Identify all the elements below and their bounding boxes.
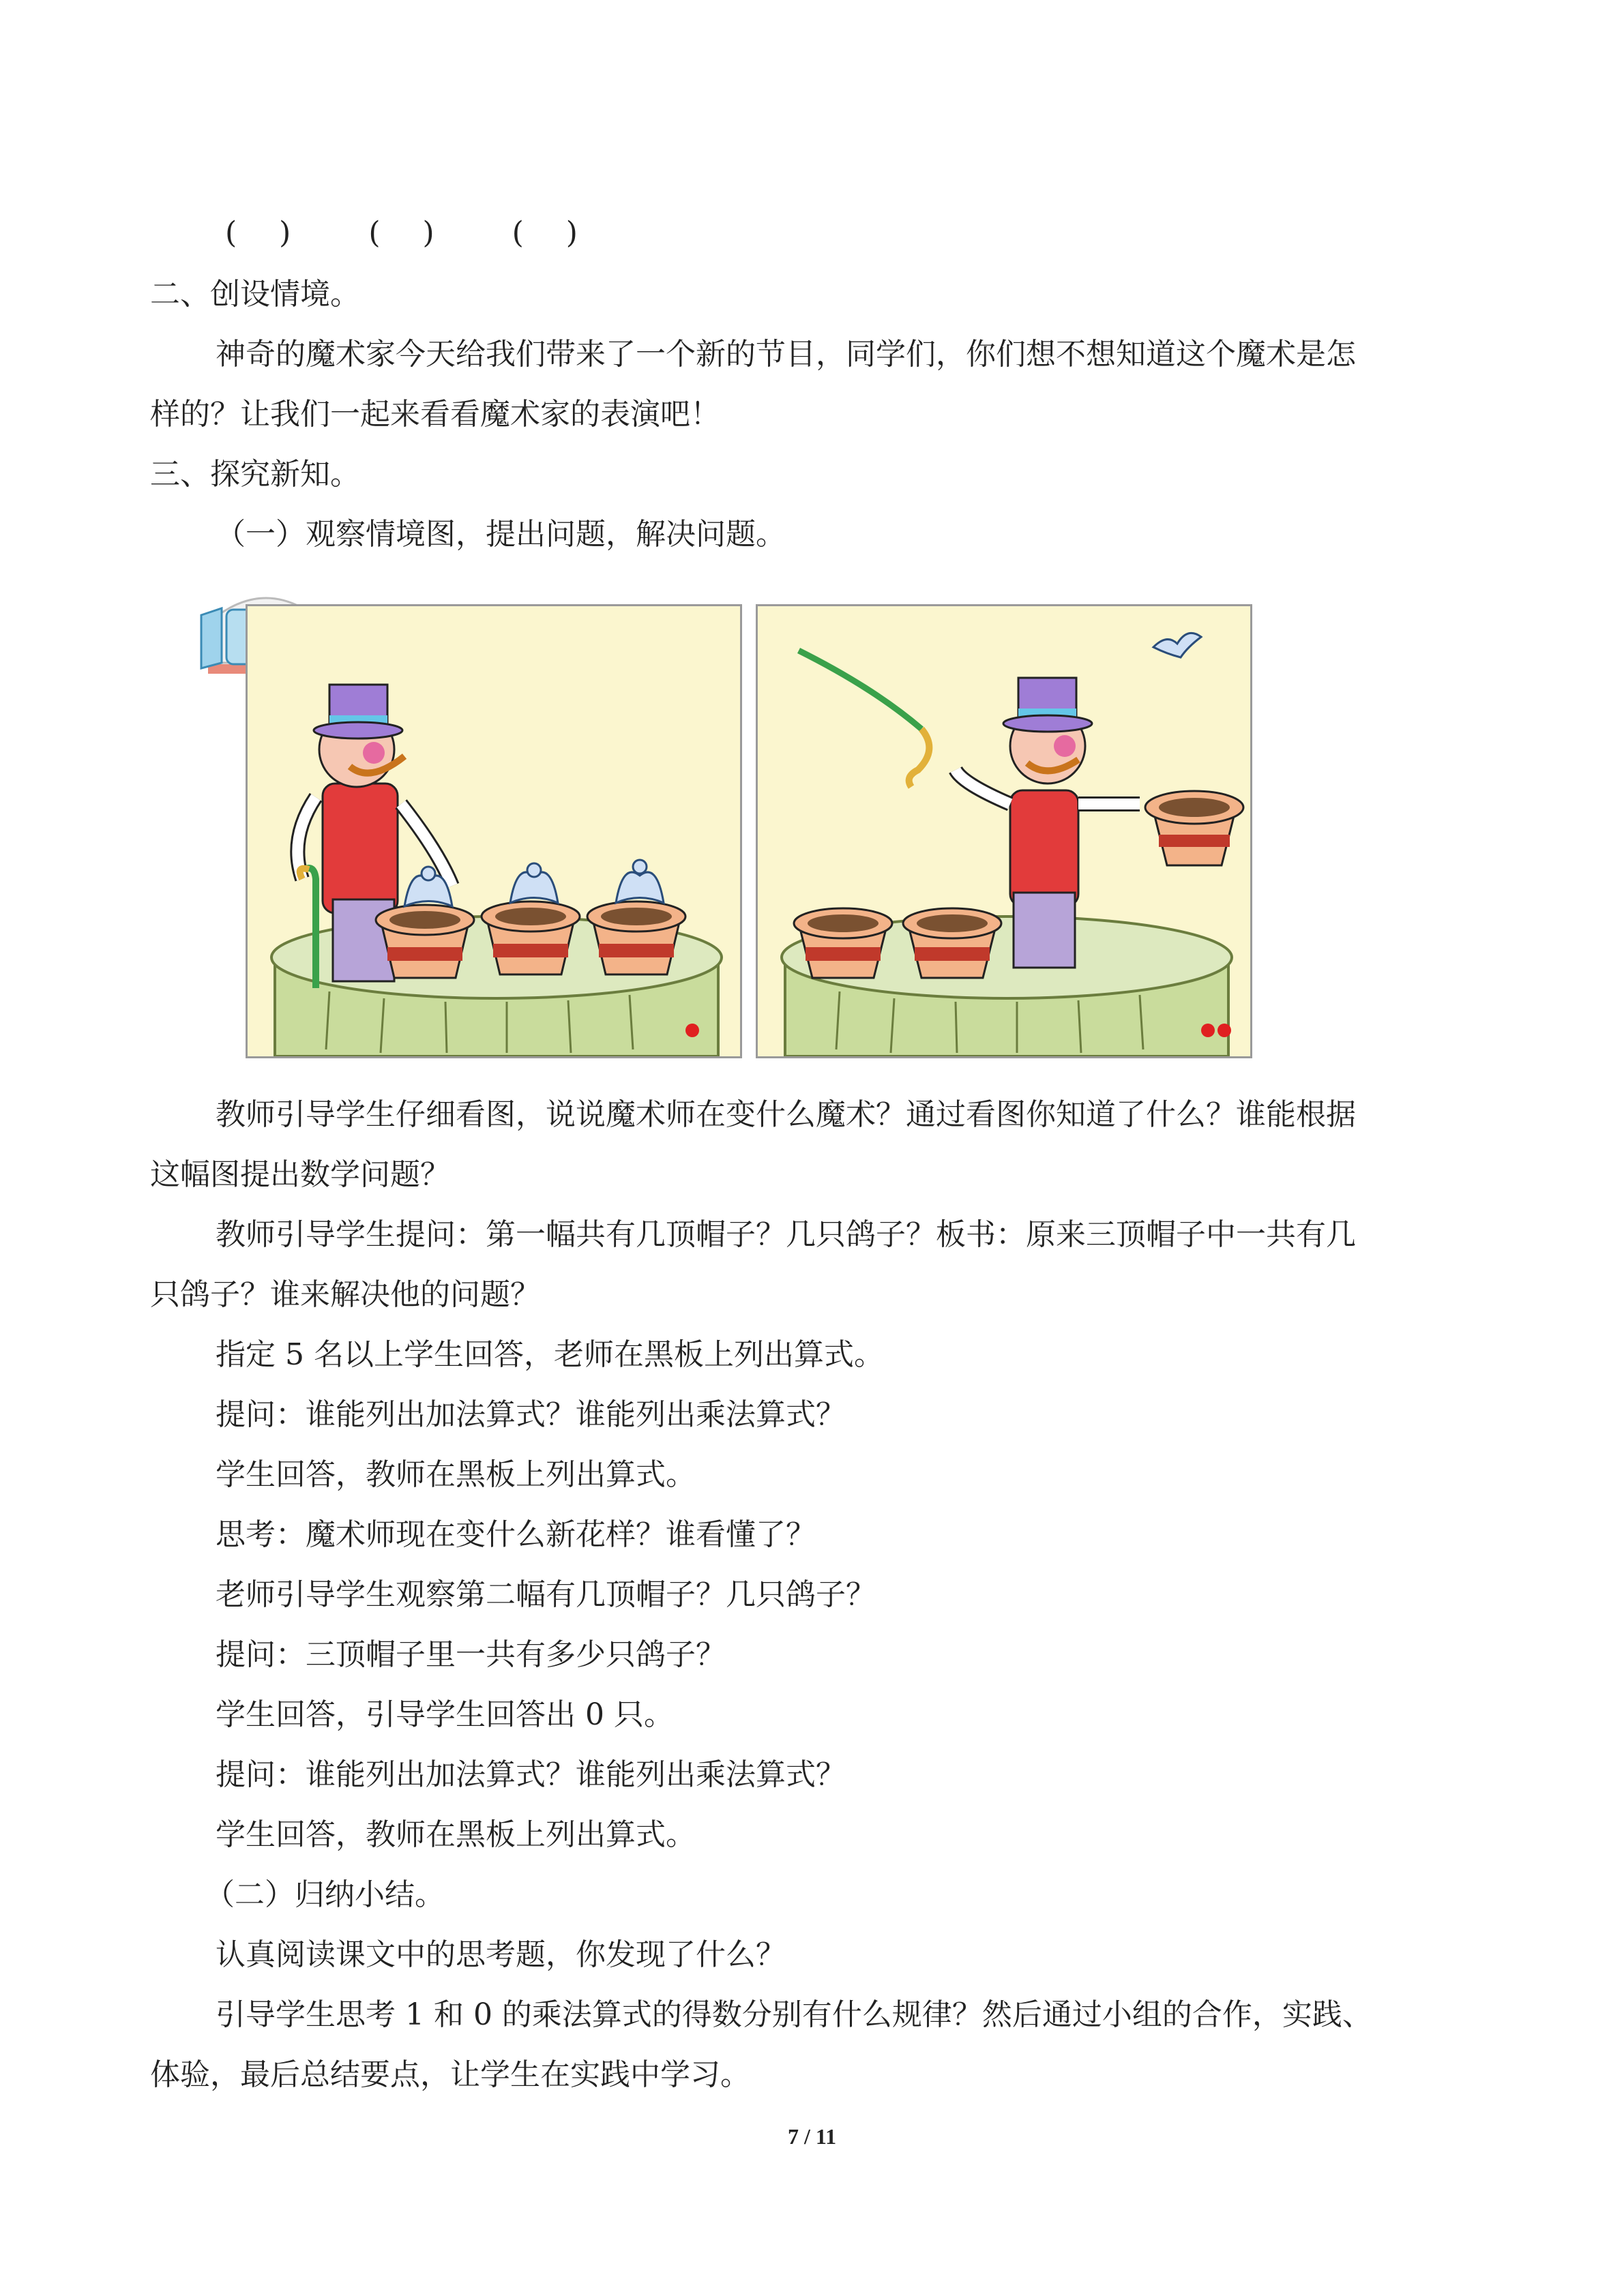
paragraph: 学生回答，引导学生回答出 0 只。 xyxy=(216,1697,674,1732)
paragraph: 老师引导学生观察第二幅有几顶帽子？几只鸽子？ xyxy=(216,1577,876,1612)
illustration-panel-1 xyxy=(246,604,742,1058)
paragraph: 提问：谁能列出加法算式？谁能列出乘法算式？ xyxy=(216,1757,846,1792)
paragraph: 教师引导学生提问：第一幅共有几顶帽子？几只鸽子？板书：原来三顶帽子中一共有几 xyxy=(216,1217,1356,1252)
paragraph: 认真阅读课文中的思考题，你发现了什么？ xyxy=(216,1937,786,1972)
paragraph: 只鸽子？谁来解决他的问题？ xyxy=(150,1277,540,1312)
paragraph: 神奇的魔术家今天给我们带来了一个新的节目，同学们，你们想不想知道这个魔术是怎 xyxy=(216,337,1356,372)
paragraph: 体验，最后总结要点，让学生在实践中学习。 xyxy=(150,2057,750,2092)
section3-heading: 三、探究新知。 xyxy=(150,457,360,492)
paragraph: 提问：谁能列出加法算式？谁能列出乘法算式？ xyxy=(216,1397,846,1432)
paragraph: 教师引导学生仔细看图，说说魔术师在变什么魔术？通过看图你知道了什么？谁能根据 xyxy=(216,1097,1356,1132)
paragraph: 学生回答，教师在黑板上列出算式。 xyxy=(216,1457,696,1492)
paragraph: 提问：三顶帽子里一共有多少只鸽子？ xyxy=(216,1637,726,1672)
page-number: 7 / 11 xyxy=(787,2124,837,2149)
paragraph: 样的？让我们一起来看看魔术家的表演吧！ xyxy=(150,397,720,432)
subsection-heading: （二）归纳小结。 xyxy=(205,1877,445,1912)
paragraph: 学生回答，教师在黑板上列出算式。 xyxy=(216,1817,696,1852)
bracket-blank: ( ) xyxy=(512,215,594,250)
subsection-heading: （一）观察情境图，提出问题，解决问题。 xyxy=(216,517,786,552)
illustration-panel-2 xyxy=(756,604,1252,1058)
paragraph: 指定 5 名以上学生回答，老师在黑板上列出算式。 xyxy=(216,1337,884,1372)
paragraph: 思考：魔术师现在变什么新花样？谁看懂了？ xyxy=(216,1517,816,1552)
answer-brackets xyxy=(225,213,646,254)
paragraph: 这幅图提出数学问题？ xyxy=(150,1157,450,1192)
section2-heading: 二、创设情境。 xyxy=(150,277,360,312)
flying-dove xyxy=(1153,633,1201,657)
paragraph: 引导学生思考 1 和 0 的乘法算式的得数分别有什么规律？然后通过小组的合作，实践、 xyxy=(216,1997,1372,2032)
held-hat xyxy=(1145,791,1243,865)
bracket-blank: ( ) xyxy=(368,215,451,250)
bracket-blank: ( ) xyxy=(225,215,308,250)
